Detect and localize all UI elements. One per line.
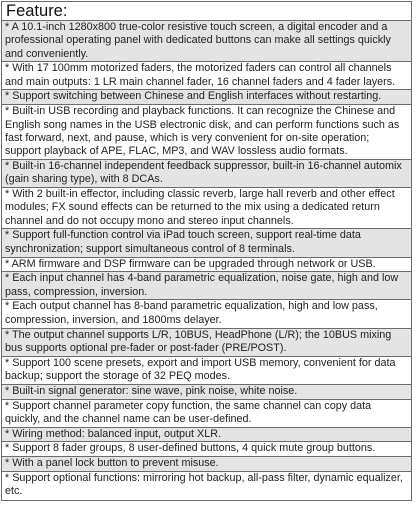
feature-item: * Built-in USB recording and playback functions. It can recognize the Chinese and English song names in the USB electronic disk, and can perform functions such as fast forward, next, and pause, which is very convenient for on-site operation; support playback of APE, FLAC, MP3, and WAV lossless audio formats. (2, 105, 411, 160)
feature-item: * Built-in signal generator: sine wave, pink noise, white noise. (2, 385, 411, 400)
feature-item: * Each input channel has 4-band parametric equalization, noise gate, high and low pass, compression, inversion. (2, 272, 411, 300)
feature-heading: Feature: (2, 2, 411, 21)
feature-item: * Support full-function control via iPad touch screen, support real-time data synchronization; support simultaneous control of 8 terminals. (2, 229, 411, 257)
feature-item: * Support switching between Chinese and English interfaces without restarting. (2, 90, 411, 105)
feature-item: * Support 100 scene presets, export and import USB memory, convenient for data backup; support the storage of 32 PEQ modes. (2, 357, 411, 385)
feature-item: * Built-in 16-channel independent feedback suppressor, built-in 16-channel automix (gain sharing type), with 8 DCAs. (2, 160, 411, 188)
feature-item: * Support optional functions: mirroring hot backup, all-pass filter, dynamic equalizer, etc. (2, 472, 411, 500)
feature-item: * Support channel parameter copy function, the same channel can copy data quickly, and the channel name can be user-defined. (2, 400, 411, 428)
feature-item: * ARM firmware and DSP firmware can be upgraded through network or USB. (2, 258, 411, 273)
feature-table (1, 1, 412, 501)
feature-item: * The output channel supports L/R, 10BUS, HeadPhone (L/R); the 10BUS mixing bus supports optional pre-fader or post-fader (PRE/POST). (2, 329, 411, 357)
feature-item: * Each output channel has 8-band parametric equalization, high and low pass, compression, inversion, and 1800ms delayer. (2, 300, 411, 328)
feature-item: * A 10.1-inch 1280x800 true-color resistive touch screen, a digital encoder and a professional operating panel with dedicated buttons can make all settings quickly and conveniently. (2, 21, 411, 62)
feature-item: * With 17 100mm motorized faders, the motorized faders can control all channels and main outputs: 1 LR main channel fader, 16 channel faders and 4 fader layers. (2, 62, 411, 90)
feature-item: * With a panel lock button to prevent misuse. (2, 457, 411, 472)
feature-list (2, 21, 411, 500)
feature-item: * Support 8 fader groups, 8 user-defined buttons, 4 quick mute group buttons. (2, 442, 411, 457)
feature-item: * With 2 built-in effector, including classic reverb, large hall reverb and other effect modules; FX sound effects can be returned to the mix using a dedicated return channel and do not occupy mono and stereo input channels. (2, 188, 411, 229)
feature-item: * Wiring method: balanced input, output XLR. (2, 428, 411, 443)
